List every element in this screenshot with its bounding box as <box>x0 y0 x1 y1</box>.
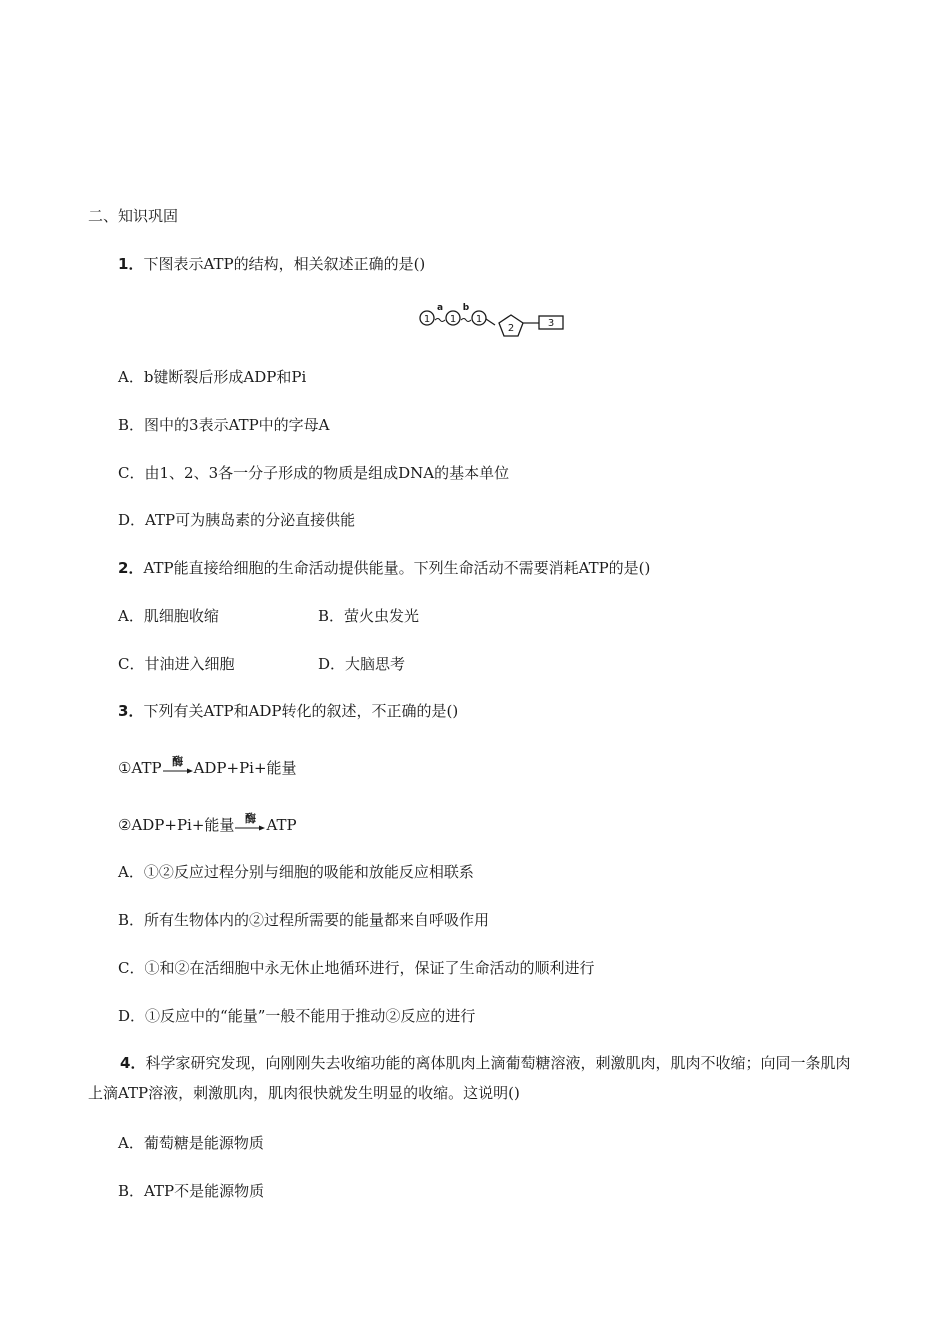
base-box <box>539 316 563 329</box>
phosphate-circle-3 <box>472 311 486 325</box>
question-text: 下图表示ATP的结构，相关叙述正确的是() <box>143 255 426 273</box>
question-number: 3 <box>118 702 129 720</box>
question-number: 4 <box>120 1054 131 1072</box>
svg-text:a: a <box>436 303 444 313</box>
bond-a <box>435 303 445 322</box>
equation-right: ADP+Pi+能量 <box>193 759 297 777</box>
question-text: 科学家研究发现，向刚刚失去收缩功能的离体肌肉上滴葡萄糖溶液，刺激肌肉，肌肉不收缩；向同一条肌肉上滴ATP溶液，刺激肌肉，肌肉很快就发生明显的收缩。这说明() <box>88 1054 851 1102</box>
equation-left: ②ADP+Pi+能量 <box>118 816 235 834</box>
svg-text:1: 1 <box>475 314 483 325</box>
section-heading: 二、知识巩固 <box>88 207 179 225</box>
option-a[interactable]: A．b键断裂后形成ADP和Pi <box>118 368 307 386</box>
option-c[interactable]: C．①和②在活细胞中永无休止地循环进行，保证了生命活动的顺利进行 <box>118 959 595 977</box>
svg-text:2: 2 <box>507 323 515 334</box>
option-c[interactable]: C．由1、2、3各一分子形成的物质是组成DNA的基本单位 <box>118 464 510 482</box>
option-d[interactable]: D．大脑思考 <box>318 655 406 673</box>
enzyme-label: 酶 <box>172 755 184 768</box>
question-number: 1 <box>118 255 129 273</box>
phosphate-circle-1 <box>420 311 434 325</box>
enzyme-arrow <box>235 812 265 835</box>
question-text: 下列有关ATP和ADP转化的叙述，不正确的是() <box>143 702 459 720</box>
option-b[interactable]: B．所有生物体内的②过程所需要的能量都来自呼吸作用 <box>118 911 490 929</box>
svg-text:1: 1 <box>449 314 457 325</box>
question-3-stem: 3．下列有关ATP和ADP转化的叙述，不正确的是() <box>118 702 459 720</box>
option-d[interactable]: D．ATP可为胰岛素的分泌直接供能 <box>118 511 356 529</box>
question-4-stem: 4．科学家研究发现，向刚刚失去收缩功能的离体肌肉上滴葡萄糖溶液，刺激肌肉，肌肉不收缩；向同一条肌肉上滴ATP溶液，刺激肌肉，肌肉很快就发生明显的收缩。这说明() <box>88 1054 851 1102</box>
option-a[interactable]: A．①②反应过程分别与细胞的吸能和放能反应相联系 <box>118 863 474 881</box>
option-c[interactable]: C．甘油进入细胞 <box>118 655 235 673</box>
equation-2 <box>118 812 297 835</box>
enzyme-label: 酶 <box>244 812 256 825</box>
pentose-pentagon <box>499 315 523 336</box>
option-b[interactable]: B．萤火虫发光 <box>318 607 420 625</box>
svg-text:3: 3 <box>547 318 555 329</box>
equation-right: ATP <box>266 816 297 834</box>
question-number: 2 <box>118 559 129 577</box>
option-b[interactable]: B．ATP不是能源物质 <box>118 1182 265 1200</box>
option-a[interactable]: A．肌细胞收缩 <box>118 607 219 625</box>
question-1-stem: 1．下图表示ATP的结构，相关叙述正确的是() <box>118 255 426 273</box>
atp-structure-diagram <box>415 302 575 342</box>
option-b[interactable]: B．图中的3表示ATP中的字母A <box>118 416 330 434</box>
option-d[interactable]: D．①反应中的“能量”一般不能用于推动②反应的进行 <box>118 1007 476 1025</box>
phosphate-circle-2 <box>446 311 460 325</box>
equation-1 <box>118 755 297 778</box>
bond-b <box>461 303 471 322</box>
question-text: ATP能直接给细胞的生命活动提供能量。下列生命活动不需要消耗ATP的是() <box>143 559 651 577</box>
svg-text:b: b <box>462 303 470 313</box>
question-2-stem: 2．ATP能直接给细胞的生命活动提供能量。下列生命活动不需要消耗ATP的是() <box>118 559 651 577</box>
equation-left: ①ATP <box>118 759 162 777</box>
enzyme-arrow <box>163 755 193 778</box>
svg-text:1: 1 <box>423 314 431 325</box>
option-a[interactable]: A．葡萄糖是能源物质 <box>118 1134 264 1152</box>
